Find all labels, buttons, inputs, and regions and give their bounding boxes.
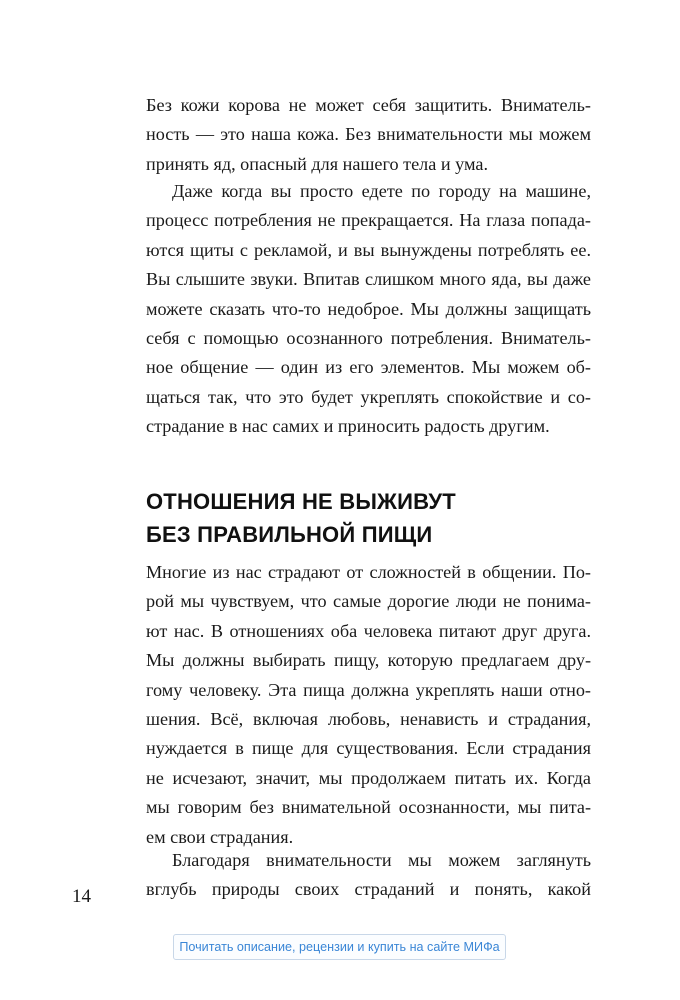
- section-heading: [146, 485, 591, 551]
- paragraph-2: [146, 177, 591, 442]
- text-line: принять яд, опасный для нашего тела и ума.: [146, 153, 488, 174]
- text-line: Многие из нас страдают от сложностей в общении. По-: [146, 562, 591, 582]
- text-line: страдание в нас самих и приносить радость другим.: [146, 416, 550, 437]
- text-line: ность — это наша кожа. Без внимательности мы можем: [146, 124, 591, 145]
- text-line: процесс потребления не прекращается. На глаза попада-: [146, 210, 591, 231]
- text-line: не исчезают, значит, мы продолжаем питать их. Когда: [146, 767, 591, 788]
- text-line: гому человеку. Эта пища должна укреплять наши отно-: [146, 679, 591, 700]
- text-line: Даже когда вы просто едете по городу на машине,: [172, 181, 591, 201]
- text-line: мы говорим без внимательной осознанности, мы пита-: [146, 797, 591, 818]
- text-line: щаться так, что это будет укреплять спокойствие и со-: [146, 386, 591, 407]
- heading-line: ОТНОШЕНИЯ НЕ ВЫЖИВУТ: [146, 489, 456, 514]
- text-line: шения. Всё, включая любовь, ненависть и страдания,: [146, 708, 591, 729]
- promo-link-button[interactable]: Почитать описание, рецензии и купить на сайте МИФа: [173, 934, 506, 960]
- text-line: можете сказать что-то недоброе. Мы должны защищать: [146, 298, 591, 319]
- paragraph-3: [146, 558, 591, 852]
- text-line: Вы слышите звуки. Впитав слишком много яда, вы даже: [146, 269, 591, 290]
- text-line: вглубь природы своих страданий и понять, какой: [146, 879, 591, 900]
- text-line: нуждается в пище для существования. Если страдания: [146, 738, 591, 759]
- text-line: ное общение — один из его элементов. Мы можем об-: [146, 357, 591, 378]
- text-line: Без кожи корова не может себя защитить. Вниматель-: [146, 95, 591, 115]
- paragraph-1: [146, 91, 591, 179]
- text-line: ют нас. В отношениях оба человека питают друг друга.: [146, 620, 591, 641]
- paragraph-4: [146, 846, 591, 905]
- text-line: Мы должны выбирать пищу, которую предлагаем дру-: [146, 650, 591, 671]
- text-line: рой мы чувствуем, что самые дорогие люди не понима-: [146, 591, 591, 612]
- text-line: ем свои страдания.: [146, 826, 294, 847]
- text-line: ются щиты с рекламой, и вы вынуждены потреблять ее.: [146, 239, 591, 260]
- heading-line: БЕЗ ПРАВИЛЬНОЙ ПИЩИ: [146, 522, 433, 547]
- page-number: 14: [72, 886, 91, 907]
- text-line: себя с помощью осознанного потребления. Вниматель-: [146, 327, 591, 348]
- text-line: Благодаря внимательности мы можем заглянуть: [172, 850, 591, 870]
